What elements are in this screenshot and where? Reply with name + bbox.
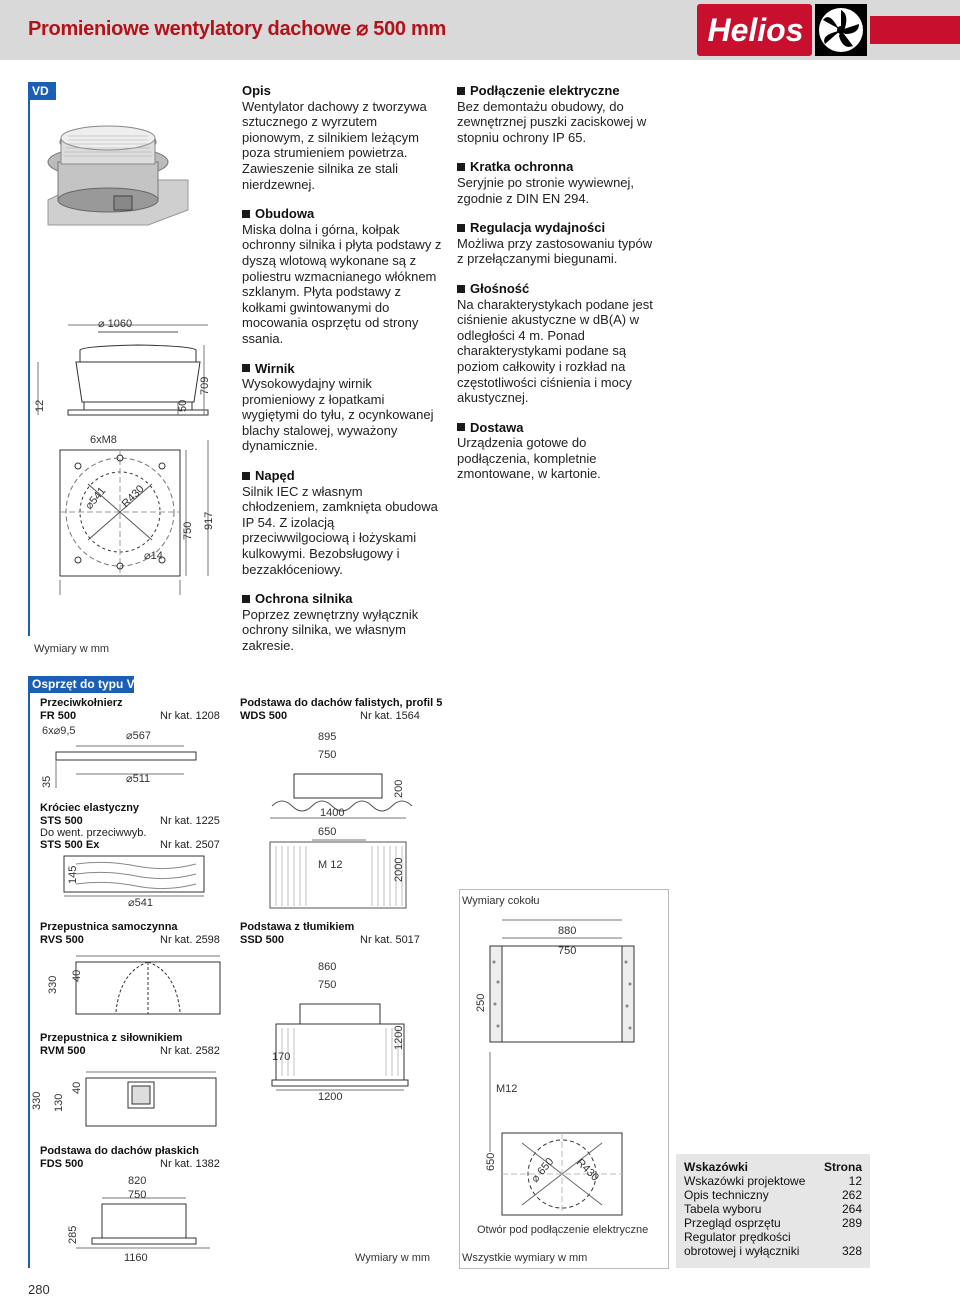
- sts-note: Do went. przeciwwyb.: [40, 827, 147, 839]
- block-text: Wentylator dachowy z tworzywa sztucznego z wyrzutem pionowym, z silnikiem leżącym poza strumieniem powietrza. Zawieszenie silnika ze stali nierdzewnej.: [242, 98, 427, 192]
- ssd-h2: 1200: [393, 1025, 405, 1050]
- block-heading: Dostawa: [457, 420, 657, 436]
- rvm-title: Przepustnica z siłownikiem: [40, 1032, 183, 1044]
- wds-s2: 750: [318, 749, 337, 761]
- fds-s2: 750: [128, 1189, 147, 1201]
- block-dostawa: [457, 420, 657, 482]
- helios-logo-text: Helios: [707, 12, 804, 48]
- block-wirnik: [242, 361, 442, 455]
- wds-drawing: [262, 722, 422, 912]
- base-plan-drawing: [462, 1125, 666, 1225]
- bullet-square-icon: [457, 163, 465, 171]
- dim-d1060: ⌀ 1060: [98, 318, 133, 330]
- fds-s3: 1160: [124, 1252, 148, 1264]
- block-heading: Opis: [242, 83, 271, 98]
- rvs-drawing: [36, 946, 226, 1026]
- rvm-model: RVM 500: [40, 1045, 86, 1057]
- block-heading: Obudowa: [242, 206, 442, 222]
- bullet-square-icon: [457, 423, 465, 431]
- block-heading: Kratka ochronna: [457, 159, 657, 175]
- dims-note: Wymiary w mm: [34, 643, 110, 655]
- base-h: 250: [475, 993, 487, 1012]
- sts-model2: STS 500 Ex: [40, 839, 100, 851]
- page-title: Promieniowe wentylatory dachowe ⌀ 500 mm: [28, 18, 446, 40]
- rvs-model: RVS 500: [40, 934, 84, 946]
- wds-kat: Nr kat. 1564: [360, 710, 420, 722]
- fan-icon: [815, 4, 867, 56]
- dim-d541: ⌀541: [83, 485, 109, 512]
- bullet-square-icon: [457, 224, 465, 232]
- wds-model: WDS 500: [240, 710, 288, 722]
- block-regulacja: [457, 220, 657, 267]
- fr-h: 35: [41, 775, 53, 788]
- features-column: [457, 83, 657, 496]
- hints-row[interactable]: Przegląd osprzętu 289: [684, 1216, 862, 1230]
- block-heading: Wirnik: [242, 361, 442, 377]
- block-text: Na charakterystykach podane jest ciśnienie akustyczne w dB(A) w odległości 4 m. Ponad charakterystykami podane są poziom całkowity i rozkład na częstotliwości ciśnienia i mocy akustycznej.: [457, 296, 653, 406]
- page-number: 280: [28, 1282, 50, 1297]
- rvs-kat: Nr kat. 2598: [160, 934, 220, 946]
- fr-model: FR 500: [40, 710, 77, 722]
- ssd-drawing: [262, 948, 422, 1106]
- dim-917: 917: [203, 511, 215, 530]
- sts-model: STS 500: [40, 815, 83, 827]
- dim-bolts: 6xM8: [90, 434, 117, 446]
- block-obudowa: [242, 206, 442, 346]
- block-naped: [242, 468, 442, 577]
- block-heading: Regulacja wydajności: [457, 220, 657, 236]
- bullet-square-icon: [242, 595, 250, 603]
- block-text: Urządzenia gotowe do podłączenia, kompletnie zmontowane, w kartonie.: [457, 435, 601, 482]
- section-tag: VD: [28, 82, 56, 100]
- bullet-square-icon: [457, 87, 465, 95]
- fr-d1: 6x⌀9,5: [42, 725, 76, 737]
- dim-r430: R430: [119, 483, 147, 511]
- fan-drawing: [28, 100, 228, 600]
- wds-title: Podstawa do dachów falistych, profil 5: [240, 697, 443, 709]
- wds-s3: 1400: [320, 807, 345, 819]
- rvm-kat: Nr kat. 2582: [160, 1045, 220, 1057]
- sts-title: Króciec elastyczny: [40, 802, 140, 814]
- base-dims: Wszystkie wymiary w mm: [462, 1252, 588, 1264]
- block-opis: [242, 83, 442, 192]
- dim-709: 709: [199, 376, 211, 395]
- fr-title: Przeciwkołnierz: [40, 697, 123, 709]
- sts-drawing: [36, 854, 226, 910]
- block-kratka: [457, 159, 657, 206]
- hints-box: [676, 1154, 870, 1268]
- base-r430: R430: [573, 1156, 601, 1184]
- rvs-h2: 40: [71, 969, 83, 982]
- base-d650: ⌀ 650: [529, 1155, 557, 1185]
- block-ochrona: [242, 591, 442, 653]
- rvs-title: Przepustnica samoczynna: [40, 921, 178, 933]
- block-heading: Napęd: [242, 468, 442, 484]
- bullet-square-icon: [242, 210, 250, 218]
- ssd-h1: 170: [272, 1051, 291, 1063]
- fds-drawing: [36, 1170, 226, 1266]
- dim-750: 750: [182, 521, 194, 540]
- bullet-square-icon: [457, 285, 465, 293]
- rvs-h1: 330: [47, 975, 59, 994]
- fds-title: Podstawa do dachów płaskich: [40, 1145, 199, 1157]
- rvm-h3: 40: [71, 1081, 83, 1094]
- ssd-title: Podstawa z tłumikiem: [240, 921, 355, 933]
- fan-photo: [48, 126, 188, 225]
- wds-s4: 650: [318, 826, 337, 838]
- base-note: Otwór pod podłączenie elektryczne: [477, 1224, 649, 1236]
- rvm-h2: 130: [53, 1093, 65, 1112]
- hints-row[interactable]: Opis techniczny 262: [684, 1188, 862, 1202]
- fds-h: 285: [67, 1225, 79, 1244]
- header-accent-bar: [870, 16, 960, 44]
- sts-kat2: Nr kat. 2507: [160, 839, 220, 851]
- dim-d14: ⌀14: [144, 550, 163, 562]
- dim-12: 12: [34, 399, 46, 412]
- fds-s1: 820: [128, 1175, 147, 1187]
- sts-kat: Nr kat. 1225: [160, 815, 220, 827]
- block-text: Seryjnie po stronie wywiewnej, zgodnie z DIN EN 294.: [457, 174, 635, 206]
- sts-d: ⌀541: [128, 897, 153, 909]
- hints-header: Wskazówki Strona: [684, 1160, 862, 1174]
- fds-model: FDS 500: [40, 1158, 84, 1170]
- rvm-drawing: [28, 1060, 228, 1140]
- fr-d3: ⌀511: [126, 773, 151, 785]
- hints-row[interactable]: Regulator prędkości: [684, 1230, 791, 1244]
- fr-drawing: [36, 722, 226, 792]
- description-column: [242, 83, 442, 668]
- wds-m: M 12: [318, 859, 343, 871]
- bullet-square-icon: [242, 472, 250, 480]
- base-drawing: [462, 912, 666, 1152]
- block-glosnosc: [457, 281, 657, 406]
- accessories-blue-rule: [28, 693, 30, 1268]
- wds-h2: 2000: [393, 857, 405, 882]
- base-d650v: 650: [485, 1152, 497, 1171]
- hints-row[interactable]: Wskazówki projektowe 12: [684, 1174, 862, 1188]
- sts-h: 145: [67, 865, 79, 884]
- block-text: Miska dolna i górna, kołpak ochronny silnika i płyta podstawy z dyszą wlotową wykonane są z poliestru wzmacnianego włóknem szklanym. Płyta podstawy z kołkami gwintowanymi do mocowania osprzętu od strony ssania.: [242, 221, 442, 346]
- base-m: M12: [496, 1083, 518, 1095]
- accessories-tag: Osprzęt do typu VD: [28, 676, 134, 693]
- block-podlaczenie: [457, 83, 657, 145]
- block-heading: Ochrona silnika: [242, 591, 442, 607]
- base-s2: 750: [558, 945, 577, 957]
- fds-kat: Nr kat. 1382: [160, 1158, 220, 1170]
- block-text: Silnik IEC z własnym chłodzeniem, zamknięta obudowa IP 54. Z izolacją przeciwwilgociową i łożyskami kulkowymi. Bezobsługowy i bezzakłóceniowy.: [242, 483, 438, 577]
- rvm-h1: 330: [31, 1091, 43, 1110]
- block-text: Możliwa przy zastosowaniu typów z przełączanymi biegunami.: [457, 235, 653, 267]
- base-label: Wymiary cokołu: [462, 895, 540, 907]
- bullet-square-icon: [242, 364, 250, 372]
- dim-50: 50: [177, 399, 189, 412]
- hints-row[interactable]: obrotowej i wyłączniki 328: [684, 1244, 862, 1258]
- hints-row[interactable]: Tabela wyboru 264: [684, 1202, 862, 1216]
- block-text: Wysokowydajny wirnik promieniowy z łopatkami wygiętymi do tyłu, z ocynkowanej blachy stalowej, wyważony dynamicznie.: [242, 376, 434, 454]
- block-text: Poprzez zewnętrzny wyłącznik ochrony silnika, we własnym zakresie.: [242, 606, 419, 653]
- block-text: Bez demontażu obudowy, do zewnętrznej puszki zaciskowej w stopniu ochrony IP 65.: [457, 98, 647, 145]
- block-heading: Głośność: [457, 281, 657, 297]
- ssd-s2: 750: [318, 979, 337, 991]
- accessories-dims-note: Wymiary w mm: [355, 1252, 431, 1264]
- wds-s1: 895: [318, 731, 337, 743]
- ssd-model: SSD 500: [240, 934, 285, 946]
- fr-kat: Nr kat. 1208: [160, 710, 220, 722]
- ssd-kat: Nr kat. 5017: [360, 934, 420, 946]
- ssd-s3: 1200: [318, 1091, 343, 1103]
- wds-h1: 200: [393, 779, 405, 798]
- fr-d2: ⌀567: [126, 730, 151, 742]
- fan-plan-view: [60, 440, 208, 595]
- block-heading: Podłączenie elektryczne: [457, 83, 657, 99]
- ssd-s1: 860: [318, 961, 337, 973]
- base-s1: 880: [558, 925, 577, 937]
